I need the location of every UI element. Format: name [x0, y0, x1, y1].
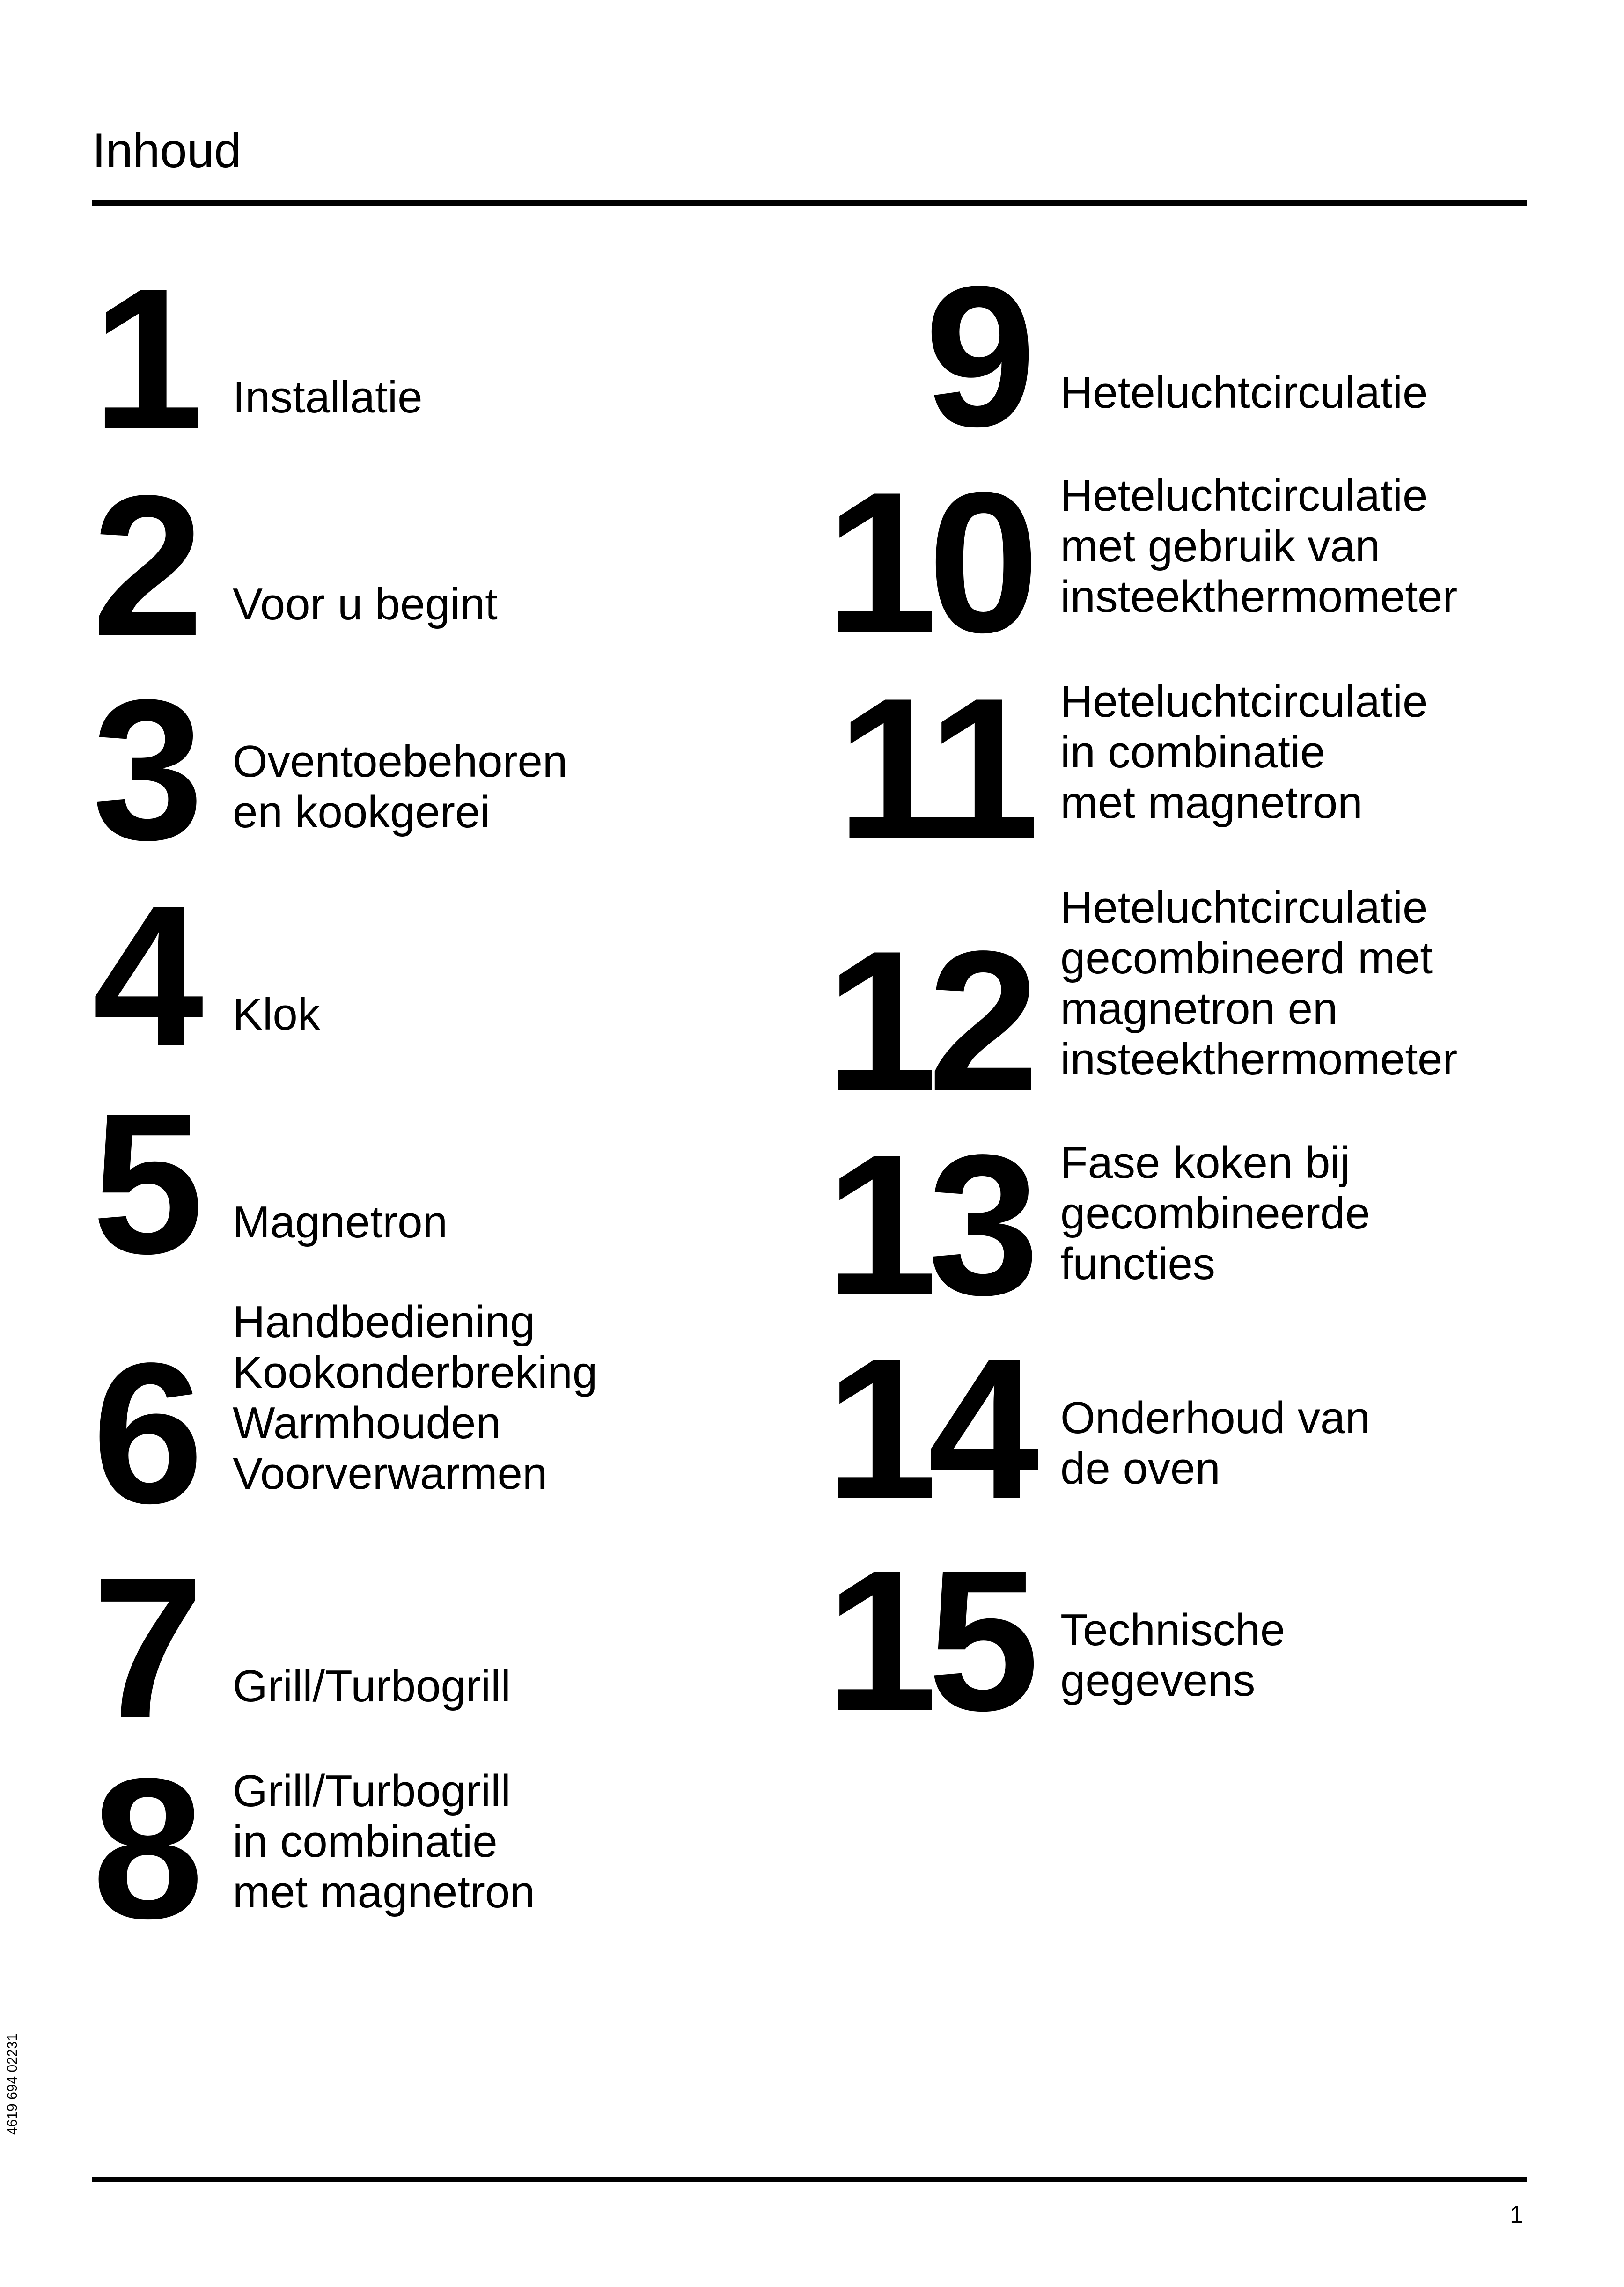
- chapter-title-line: Installatie: [233, 372, 423, 422]
- chapter-title-line: Kookonderbreking: [233, 1347, 598, 1397]
- chapter-title-line: Handbediening: [233, 1297, 535, 1347]
- chapter-title: [233, 1297, 597, 1499]
- chapter-number: 1: [92, 247, 195, 471]
- page-number: 1: [1510, 2201, 1523, 2228]
- chapter-title-line: Heteluchtcirculatie: [1060, 677, 1428, 727]
- toc-entry-12[interactable]: [824, 882, 1507, 1133]
- chapter-title-line: Grill/Turbogrill: [233, 1661, 511, 1711]
- chapter-title: [1060, 1605, 1285, 1706]
- chapter-title-line: met gebruik van: [1060, 521, 1381, 571]
- chapter-title: [233, 736, 567, 838]
- chapter-title: [233, 1197, 448, 1248]
- chapter-title: [233, 1661, 511, 1712]
- chapter-title-line: Warmhouden: [233, 1398, 501, 1448]
- chapter-title-line: Technische: [1060, 1605, 1286, 1655]
- chapter-number: 12: [825, 909, 1030, 1133]
- chapter-title-line: Voorverwarmen: [233, 1449, 548, 1499]
- chapter-title-line: in combinatie: [233, 1816, 498, 1867]
- chapter-title: [1060, 1138, 1370, 1289]
- chapter-number: 2: [92, 454, 195, 677]
- chapter-title: [233, 989, 320, 1040]
- chapter-number: 8: [92, 1736, 195, 1960]
- chapter-number: 14: [825, 1316, 1030, 1540]
- chapter-title: [1060, 1393, 1370, 1494]
- toc-entry-1[interactable]: [92, 247, 654, 471]
- chapter-number: 13: [825, 1113, 1030, 1337]
- chapter-number: 4: [92, 864, 195, 1088]
- chapter-title: [1060, 471, 1457, 622]
- chapter-title: [233, 1766, 535, 1918]
- chapter-title-line: Heteluchtcirculatie: [1060, 882, 1428, 933]
- chapter-title-line: Grill/Turbogrill: [233, 1766, 511, 1816]
- chapter-title-line: gecombineerd met: [1060, 933, 1433, 983]
- toc-entry-7[interactable]: [92, 1536, 654, 1759]
- chapter-title-line: Heteluchtcirculatie: [1060, 368, 1428, 418]
- chapter-number: 6: [92, 1321, 195, 1545]
- toc-entry-10[interactable]: [824, 450, 1507, 674]
- toc-entry-8[interactable]: [92, 1736, 654, 1960]
- chapter-title-line: de oven: [1060, 1443, 1220, 1493]
- chapter-title-line: functies: [1060, 1239, 1215, 1289]
- toc-entry-5[interactable]: [92, 1072, 654, 1295]
- toc-entry-14[interactable]: [824, 1316, 1507, 1540]
- chapter-title: [1060, 882, 1457, 1085]
- chapter-number: 15: [825, 1529, 1030, 1752]
- chapter-title-line: met magnetron: [233, 1867, 535, 1917]
- toc-entry-15[interactable]: [824, 1529, 1507, 1752]
- chapter-number: 3: [92, 658, 195, 882]
- chapter-number: 5: [92, 1072, 195, 1295]
- page-title: Inhoud: [92, 124, 242, 178]
- bottom-divider: [92, 2177, 1527, 2182]
- toc-entry-13[interactable]: [824, 1113, 1507, 1337]
- chapter-title: [233, 579, 498, 630]
- chapter-title-line: insteekthermometer: [1060, 572, 1458, 622]
- chapter-title-line: Onderhoud van: [1060, 1393, 1370, 1443]
- chapter-title-line: insteekthermometer: [1060, 1034, 1458, 1084]
- chapter-title: [233, 372, 423, 423]
- document-code: 4619 694 02231: [5, 2033, 20, 2135]
- toc-entry-3[interactable]: [92, 658, 654, 882]
- chapter-title-line: gegevens: [1060, 1655, 1256, 1706]
- chapter-title: [1060, 368, 1427, 418]
- chapter-title-line: in combinatie: [1060, 727, 1325, 777]
- toc-entry-9[interactable]: [824, 244, 1507, 468]
- toc-entry-11[interactable]: [824, 656, 1507, 880]
- chapter-number: 9: [925, 244, 1027, 468]
- chapter-number: 10: [825, 450, 1030, 674]
- toc-entry-4[interactable]: [92, 864, 654, 1088]
- chapter-title-line: gecombineerde: [1060, 1188, 1370, 1238]
- chapter-title-line: Fase koken bij: [1060, 1138, 1350, 1188]
- chapter-title-line: Heteluchtcirculatie: [1060, 471, 1428, 521]
- chapter-title-line: Magnetron: [233, 1197, 448, 1247]
- chapter-title-line: met magnetron: [1060, 778, 1363, 828]
- chapter-title-line: Klok: [233, 989, 320, 1039]
- chapter-title-line: en kookgerei: [233, 787, 490, 837]
- chapter-title-line: magnetron en: [1060, 984, 1338, 1034]
- chapter-title-line: Voor u begint: [233, 579, 498, 629]
- toc-entry-2[interactable]: [92, 454, 654, 677]
- top-divider: [92, 200, 1527, 206]
- chapter-title-line: Oventoebehoren: [233, 736, 568, 787]
- chapter-number: 7: [92, 1536, 195, 1759]
- toc-entry-6[interactable]: [92, 1297, 654, 1545]
- chapter-title: [1060, 677, 1427, 828]
- chapter-number: 11: [837, 656, 1030, 880]
